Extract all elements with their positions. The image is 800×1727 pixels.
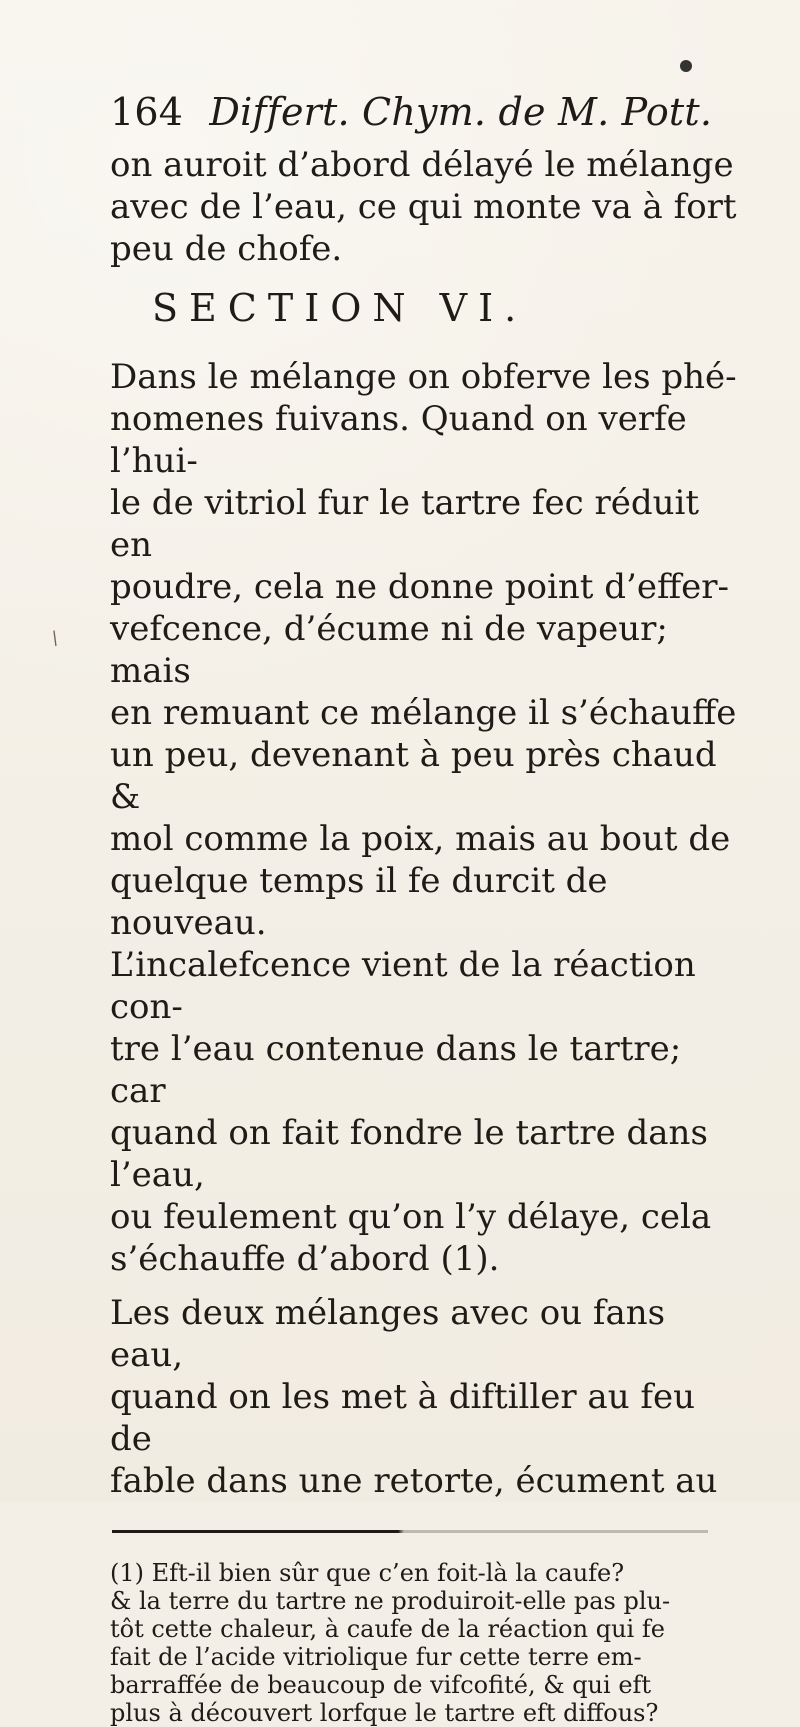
- footnote-text: (1) Eft-il bien sûr que c’en foit-là la caufe? & la terre du tartre ne produiroit-elle pas plu- tôt cette chaleur, à caufe de la réaction qui fe fait de l’acide vitriolique fur cette terre em- barraffée de beaucoup de vifcofité, & qui eft plus à découvert lorfque le tartre eft diffous?: [110, 1558, 671, 1727]
- page-number: 164: [110, 90, 184, 134]
- section-title: SECTION VI.: [152, 285, 528, 330]
- ink-dot: [680, 60, 692, 72]
- running-header: [110, 92, 744, 134]
- footnote-divider: [112, 1530, 708, 1533]
- intro-text: on auroit d’abord délayé le mélange avec de l’eau, ce qui monte va à fort peu de chofe.: [110, 144, 737, 269]
- body-paragraph-1: Dans le mélange on obferve les phé- nomenes fuivans. Quand on verfe l’hui- le de vitriol fur le tartre fec réduit en poudre, cela ne donne point d’effer- vefcence, d’écume ni de vapeur; mais en remuant ce mélange il s’échauffe un peu, devenant à peu près chaud & mol comme la poix, mais au bout de quelque temps il fe durcit de nouveau. L’incalefcence vient de la réaction con- tre l’eau contenue dans le tartre; car quand on fait fondre le tartre dans l’eau, ou feulement qu’on l’y délaye, cela s’échauffe d’abord (1).: [110, 356, 737, 1279]
- body-paragraph-2: Les deux mélanges avec ou fans eau, quand on les met à diftiller au feu de fable dans une retorte, écument au: [110, 1292, 718, 1501]
- header-title: Differt. Chym. de M. Pott.: [209, 90, 713, 134]
- margin-mark: /: [47, 627, 63, 650]
